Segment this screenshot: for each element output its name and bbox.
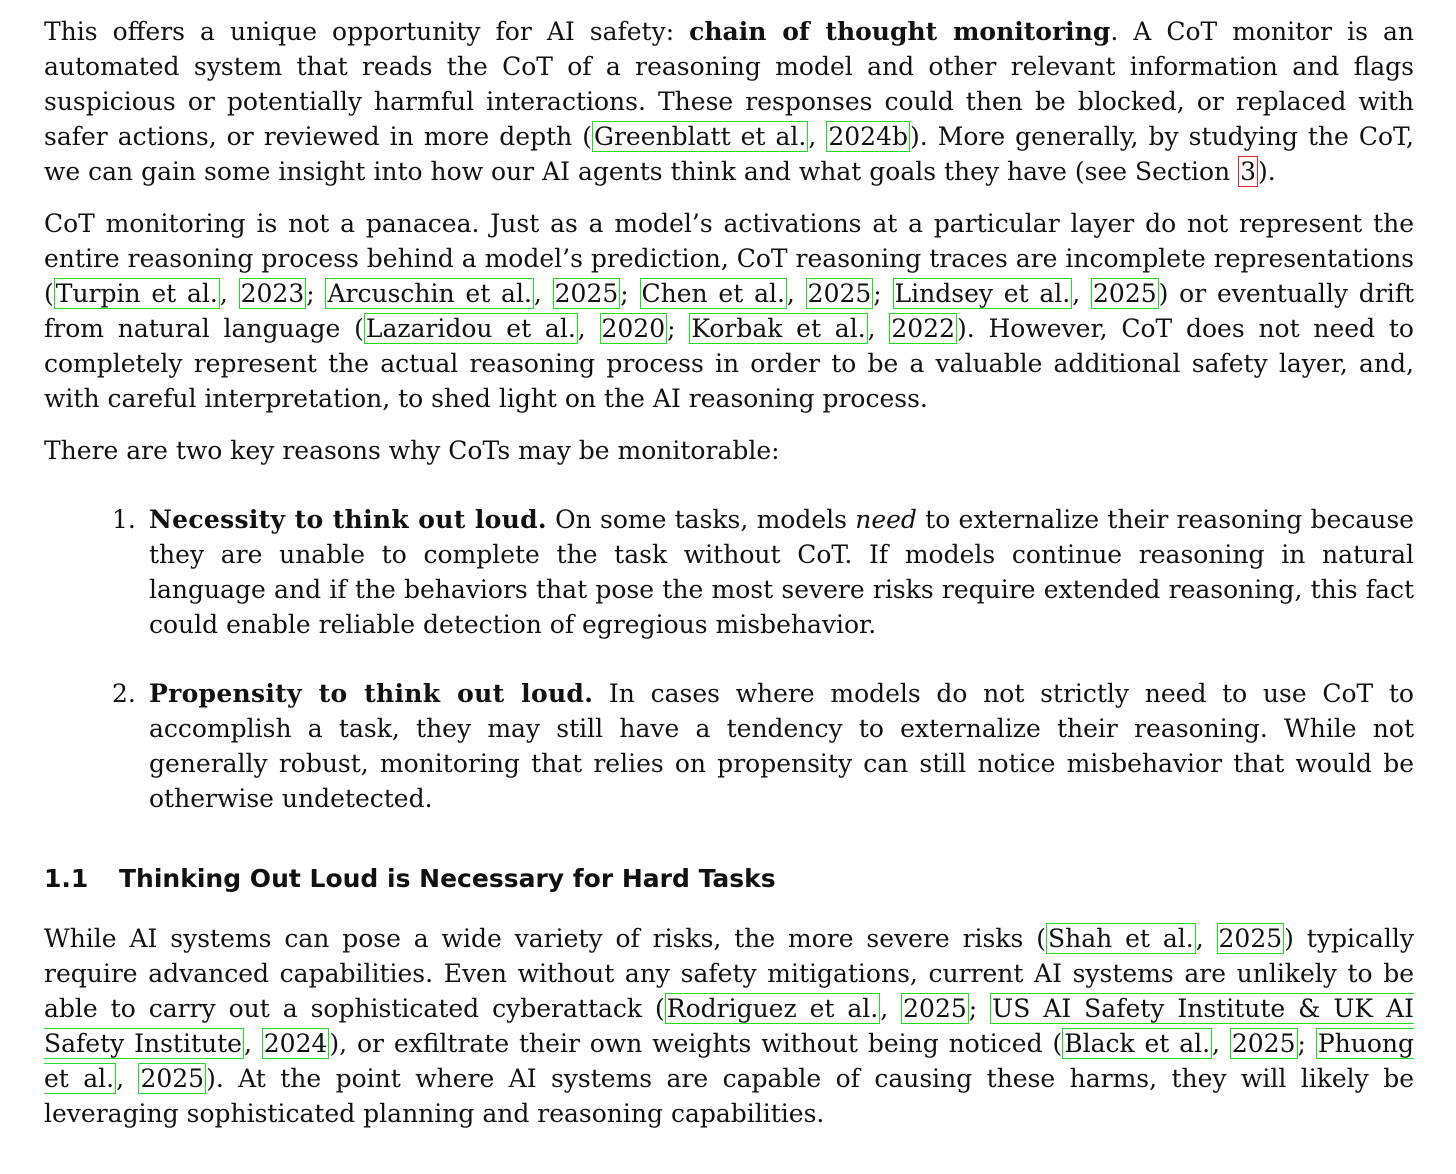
citation-link[interactable]: Chen et al. <box>641 279 785 308</box>
sep: ; <box>620 279 629 308</box>
text: ). However, CoT does not need to completely represent the actual reasoning process in order to be a valuable additional safety layer, and, with careful interpretation, to shed light on the AI reasoning process. <box>44 314 1414 413</box>
text: In cases where models do not strictly need to use CoT to accomplish a task, they may still have a tendency to externalize their reasoning. While not generally robust, monitoring that relies on propensity can still notice misbehavior that would be otherwise undetected. <box>149 679 1414 813</box>
sep: , <box>1072 279 1081 308</box>
citation-year-link[interactable]: 2024b <box>828 122 909 151</box>
paragraph-not-panacea <box>44 206 1414 416</box>
section-heading <box>44 861 1414 896</box>
citation-year-link[interactable]: 2025 <box>1093 279 1157 308</box>
paragraph-two-reasons: There are two key reasons why CoTs may be monitorable: <box>44 436 780 465</box>
sep: , <box>1212 1029 1220 1058</box>
emphasis: need <box>855 505 917 534</box>
sep: ; <box>667 314 676 343</box>
citation-link[interactable]: Greenblatt et al. <box>594 122 807 151</box>
list-item-title: Propensity to think out loud. <box>149 679 594 708</box>
citation-link[interactable]: Lindsey et al. <box>894 279 1071 308</box>
section-number: 1.1 <box>44 864 89 893</box>
list-number: 1. <box>112 505 136 534</box>
text: This offers a unique opportunity for AI safety: <box>44 17 690 46</box>
text: ) typically require advanced capabilities. Even without any safety mitigations, current AI systems are unlikely to be able to carry out a sophisticated cyberattack ( <box>44 924 1414 1023</box>
sep: , <box>116 1064 125 1093</box>
section-ref-link[interactable]: 3 <box>1240 157 1256 186</box>
text: ). More generally, by studying the CoT, we can gain some insight into how our AI agents think and what goals they have (see Section <box>44 122 1414 186</box>
text: CoT monitoring is not a panacea. Just as a model’s activations at a particular layer do not represent the entire reasoning process behind a model’s prediction, CoT reasoning traces are incomplete representations ( <box>44 209 1414 308</box>
text: ). At the point where AI systems are capable of causing these harms, they will likely be leveraging sophisticated planning and reasoning capabilities. <box>44 1064 1414 1128</box>
text: On some tasks, models <box>546 505 856 534</box>
sep: ; <box>306 279 315 308</box>
citation-link[interactable]: Arcuschin et al. <box>327 279 532 308</box>
sep: , <box>808 122 817 151</box>
list-item-necessity <box>44 502 1414 642</box>
text: ) or eventually drift from natural language ( <box>44 279 1415 343</box>
sep: ; <box>1297 1029 1306 1058</box>
sep: , <box>243 1029 252 1058</box>
citation-year-link[interactable]: 2025 <box>903 994 967 1023</box>
sep: , <box>1195 924 1204 953</box>
citation-year-link[interactable]: 2020 <box>601 314 666 343</box>
sep: , <box>867 314 876 343</box>
paragraph-cot-monitoring <box>44 14 1414 189</box>
citation-year-link[interactable]: 2025 <box>1218 924 1283 953</box>
sep: , <box>880 994 889 1023</box>
citation-link[interactable]: Black et al. <box>1064 1029 1211 1058</box>
sep: , <box>786 279 795 308</box>
citation-year-link[interactable]: 2022 <box>891 314 955 343</box>
list-item-propensity <box>44 676 1414 816</box>
citation-year-link[interactable]: 2025 <box>140 1064 205 1093</box>
citation-link[interactable]: US AI Safety Institute & UK AI Safety Institute <box>44 994 1414 1058</box>
text: While AI systems can pose a wide variety of risks, the more severe risks ( <box>44 924 1046 953</box>
text: ). <box>1258 157 1276 186</box>
citation-link[interactable]: Lazaridou et al. <box>365 314 576 343</box>
citation-link[interactable]: Shah et al. <box>1048 924 1194 953</box>
reasons-list <box>44 502 1414 816</box>
text: to externalize their reasoning because they are unable to complete the task without CoT. If models continue reasoning in natural language and if the behaviors that pose the most severe risks require extended reasoning, this fact could enable reliable detection of egregious misbehavior. <box>149 505 1414 639</box>
citation-year-link[interactable]: 2025 <box>1231 1029 1296 1058</box>
paragraph-hard-tasks <box>44 921 1414 1131</box>
citation-link[interactable]: Turpin et al. <box>55 279 218 308</box>
citation-year-link[interactable]: 2023 <box>240 279 305 308</box>
sep: , <box>219 279 228 308</box>
citation-year-link[interactable]: 2025 <box>554 279 619 308</box>
list-number: 2. <box>112 679 136 708</box>
sep: ; <box>873 279 882 308</box>
citation-year-link[interactable]: 2024 <box>263 1029 328 1058</box>
sep: , <box>533 279 542 308</box>
text: ), or exfiltrate their own weights without being noticed ( <box>329 1029 1063 1058</box>
citation-year-link[interactable]: 2025 <box>807 279 872 308</box>
sep: ; <box>968 994 978 1023</box>
bold-term: chain of thought monitoring <box>689 17 1111 46</box>
section-title: Thinking Out Loud is Necessary for Hard Tasks <box>119 864 776 893</box>
citation-link[interactable]: Rodriguez et al. <box>666 994 879 1023</box>
citation-link[interactable]: Phuong et al. <box>44 1029 1414 1093</box>
paper-page <box>44 14 1414 1148</box>
sep: , <box>577 314 586 343</box>
text: . A CoT monitor is an automated system that reads the CoT of a reasoning model and other relevant information and flags suspicious or potentially harmful interactions. These responses could then be blocked, or replaced with safer actions, or reviewed in more depth ( <box>44 17 1414 151</box>
citation-link[interactable]: Korbak et al. <box>691 314 866 343</box>
list-item-title: Necessity to think out loud. <box>149 505 547 534</box>
